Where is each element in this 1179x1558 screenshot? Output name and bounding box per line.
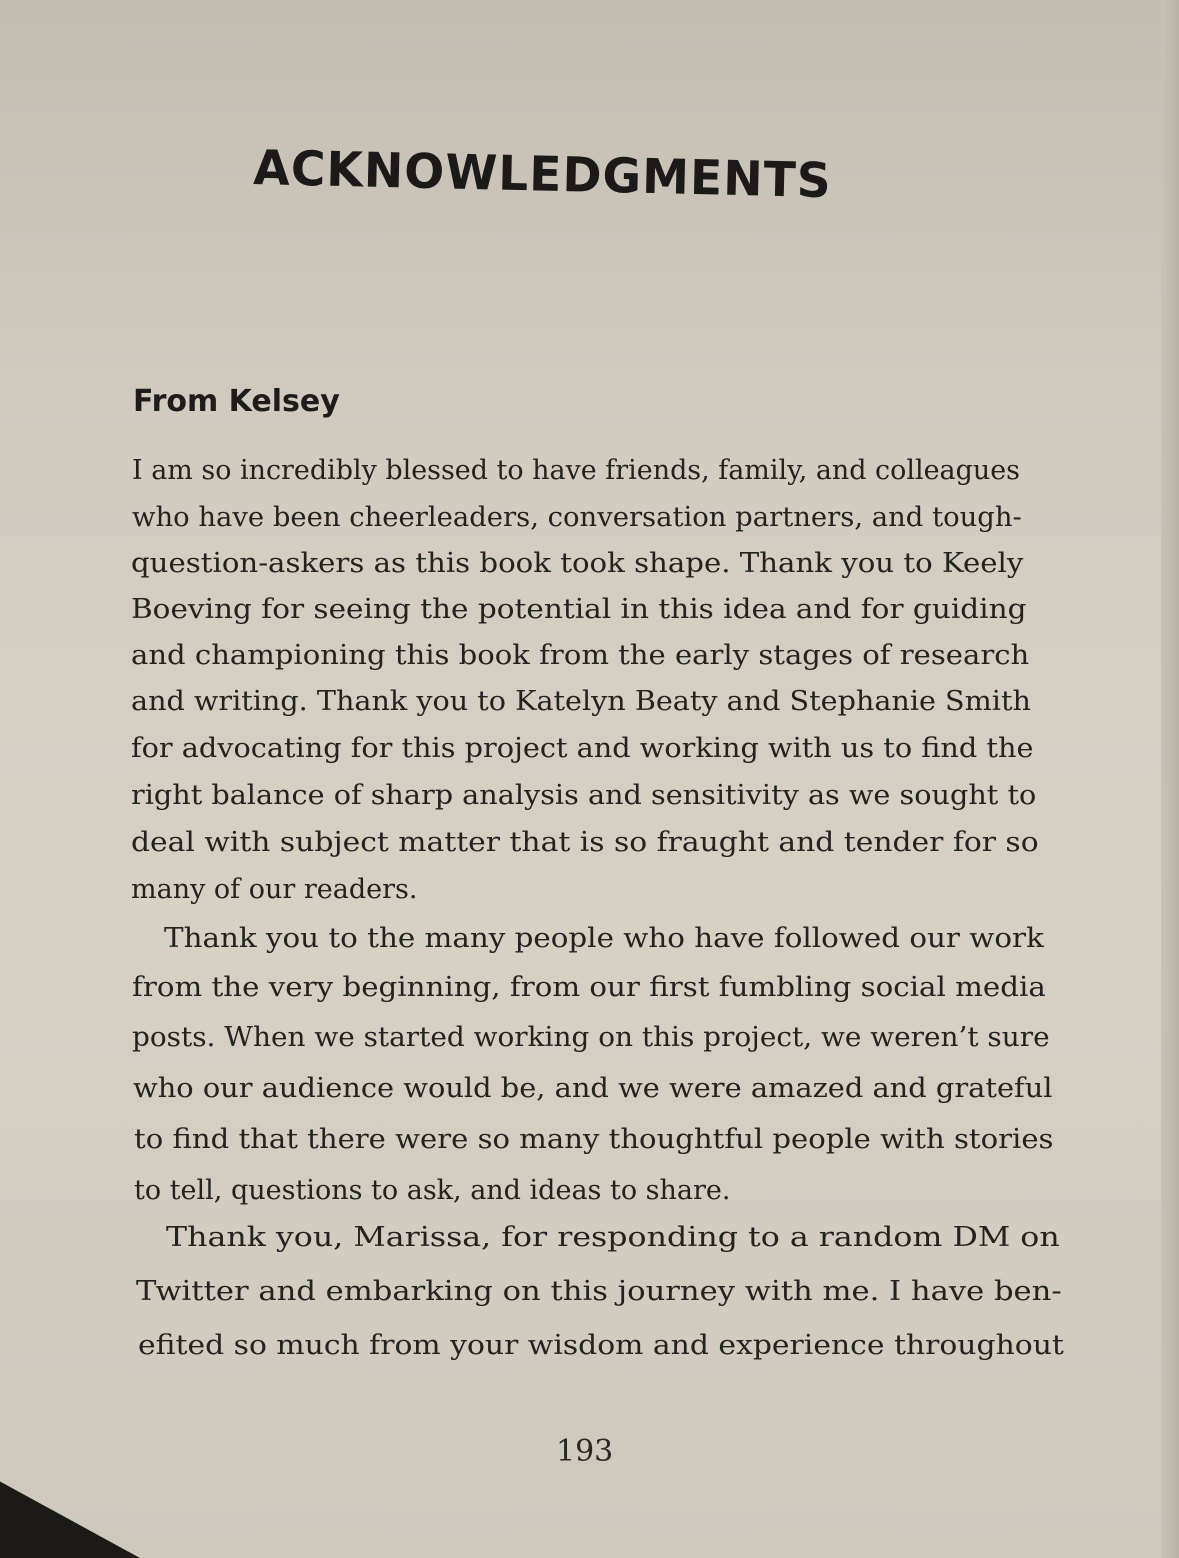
text-line: who have been cheerleaders, conversation partners, and tough-	[132, 502, 1022, 533]
text-line: Twitter and embarking on this journey with me. I have ben-	[136, 1276, 1062, 1307]
text-line: Thank you to the many people who have followed our work	[164, 923, 1044, 954]
page-number: 193	[556, 1434, 614, 1469]
text-line: deal with subject matter that is so fraught and tender for so	[131, 827, 1039, 858]
text-line: many of our readers.	[131, 874, 418, 905]
book-shadow	[0, 1468, 140, 1558]
text-line: for advocating for this project and working with us to find the	[131, 733, 1034, 764]
text-line: Thank you, Marissa, for responding to a random DM on	[166, 1222, 1060, 1253]
text-line: and writing. Thank you to Katelyn Beaty and Stephanie Smith	[131, 686, 1031, 717]
page-edge	[1161, 0, 1179, 1558]
text-line: and championing this book from the early stages of research	[131, 640, 1030, 671]
chapter-title: ACKNOWLEDGMENTS	[252, 140, 833, 210]
text-line: right balance of sharp analysis and sensitivity as we sought to	[131, 780, 1037, 811]
text-line: posts. When we started working on this project, we weren’t sure	[132, 1022, 1050, 1053]
text-line: from the very beginning, from our first fumbling social media	[132, 972, 1046, 1003]
text-line: to find that there were so many thoughtful people with stories	[134, 1124, 1054, 1155]
text-line: to tell, questions to ask, and ideas to share.	[134, 1175, 731, 1206]
text-line: I am so incredibly blessed to have friends, family, and colleagues	[132, 455, 1020, 486]
text-line: who our audience would be, and we were amazed and grateful	[133, 1073, 1053, 1104]
section-heading: From Kelsey	[133, 384, 340, 419]
text-line: question-askers as this book took shape. Thank you to Keely	[131, 548, 1024, 579]
text-line: Boeving for seeing the potential in this idea and for guiding	[131, 594, 1027, 625]
text-line: efited so much from your wisdom and experience throughout	[138, 1330, 1064, 1361]
